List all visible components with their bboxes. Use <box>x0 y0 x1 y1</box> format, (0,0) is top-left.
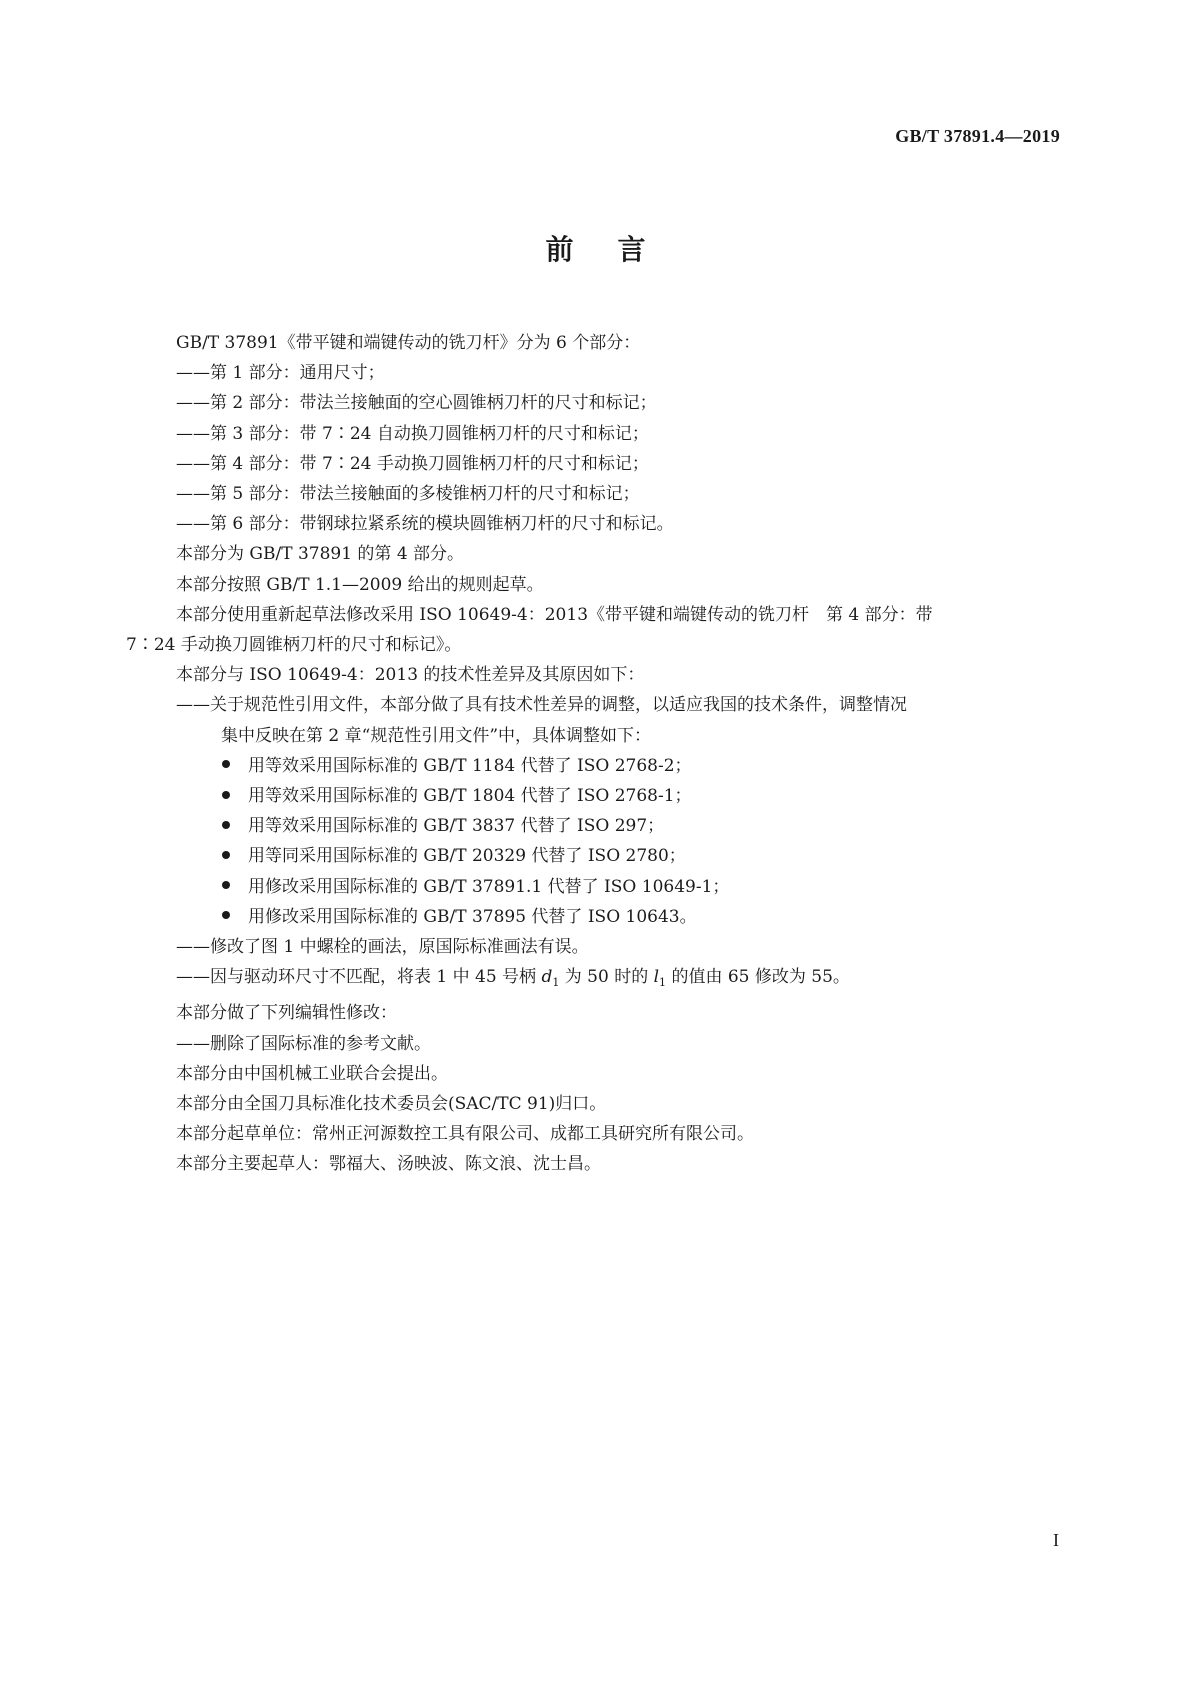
bullet-item <box>126 781 1066 811</box>
part-list-item-1: ——第 1 部分：通用尺寸； <box>176 363 385 384</box>
symbol-d-subscript: 1 <box>552 976 560 990</box>
proposed-by-paragraph: 本部分由中国机械工业联合会提出。 <box>176 1063 448 1084</box>
editorial-paragraph: 本部分做了下列编辑性修改： <box>176 1003 397 1024</box>
document-body <box>126 328 1066 1180</box>
bullet-text: 用等效采用国际标准的 GB/T 1804 代替了 ISO 2768-1； <box>248 786 692 807</box>
diff-references-line-2: 集中反映在第 2 章“规范性引用文件”中，具体调整如下： <box>221 725 652 746</box>
intro-paragraph: GB/T 37891《带平键和端键传动的铣刀杆》分为 6 个部分： <box>176 333 641 353</box>
part-list-item-4: ——第 4 部分：带 7∶24 手动换刀圆锥柄刀杆的尺寸和标记； <box>176 453 649 474</box>
standard-code: GB/T 37891.4—2019 <box>895 126 1060 146</box>
diff-table-text-c: 的值由 65 修改为 55。 <box>666 967 850 988</box>
drafters-paragraph: 本部分主要起草人：鄂福大、汤映波、陈文浪、沈士昌。 <box>176 1154 601 1175</box>
part-list-item-6: ——第 6 部分：带钢球拉紧系统的模块圆锥柄刀杆的尺寸和标记。 <box>176 514 674 535</box>
bullet-text: 用等效采用国际标准的 GB/T 1184 代替了 ISO 2768-2； <box>248 755 692 776</box>
bullet-dot-icon <box>222 851 230 859</box>
symbol-l: l <box>653 967 660 988</box>
diff-bolt-paragraph: ——修改了图 1 中螺栓的画法，原国际标准画法有误。 <box>176 937 589 958</box>
bullet-item <box>126 751 1066 781</box>
bullet-dot-icon <box>222 911 230 919</box>
diff-table-text-a: ——因与驱动环尺寸不匹配，将表 1 中 45 号柄 <box>176 967 542 988</box>
this-part-paragraph: 本部分为 GB/T 37891 的第 4 部分。 <box>176 544 465 565</box>
bullet-dot-icon <box>222 881 230 889</box>
drafting-units-paragraph: 本部分起草单位：常州正河源数控工具有限公司、成都工具研究所有限公司。 <box>176 1124 754 1145</box>
page-title: 前言 <box>545 233 690 266</box>
part-list-item-5: ——第 5 部分：带法兰接触面的多棱锥柄刀杆的尺寸和标记； <box>176 484 640 505</box>
bullet-text: 用等同采用国际标准的 GB/T 20329 代替了 ISO 2780； <box>248 846 686 867</box>
bullet-item <box>126 872 1066 902</box>
symbol-d: d <box>541 967 553 988</box>
diff-references-line-1: ——关于规范性引用文件，本部分做了具有技术性差异的调整，以适应我国的技术条件，调整情况 <box>176 695 907 716</box>
bullet-text: 用修改采用国际标准的 GB/T 37891.1 代替了 ISO 10649-1； <box>248 876 730 897</box>
bullet-item <box>126 841 1066 871</box>
bullet-text: 用等效采用国际标准的 GB/T 3837 代替了 ISO 297； <box>248 816 665 837</box>
bullet-dot-icon <box>222 821 230 829</box>
drafting-rules-paragraph: 本部分按照 GB/T 1.1—2009 给出的规则起草。 <box>176 574 544 595</box>
part-list-item-2: ——第 2 部分：带法兰接触面的空心圆锥柄刀杆的尺寸和标记； <box>176 393 657 414</box>
bullet-item <box>126 902 1066 932</box>
diff-table-text-b: 为 50 时的 <box>559 967 654 988</box>
symbol-l-subscript: 1 <box>659 976 667 990</box>
centralized-by-paragraph: 本部分由全国刀具标准化技术委员会(SAC/TC 91)归口。 <box>176 1094 607 1115</box>
bullet-item <box>126 811 1066 841</box>
adoption-paragraph-line-2: 7∶24 手动换刀圆锥柄刀杆的尺寸和标记》。 <box>126 635 462 656</box>
bullet-text: 用修改采用国际标准的 GB/T 37895 代替了 ISO 10643。 <box>248 906 697 927</box>
part-list-item-3: ——第 3 部分：带 7∶24 自动换刀圆锥柄刀杆的尺寸和标记； <box>176 423 649 444</box>
bullet-dot-icon <box>222 791 230 799</box>
diff-table-paragraph <box>126 962 1066 998</box>
page-number: I <box>1053 1530 1059 1550</box>
editorial-item: ——删除了国际标准的参考文献。 <box>176 1033 431 1054</box>
bullet-dot-icon <box>222 760 230 768</box>
adoption-paragraph-line-1: 本部分使用重新起草法修改采用 ISO 10649-4：2013《带平键和端键传动的铣刀杆 第 4 部分：带 <box>176 604 933 625</box>
differences-paragraph: 本部分与 ISO 10649-4：2013 的技术性差异及其原因如下： <box>176 665 645 686</box>
